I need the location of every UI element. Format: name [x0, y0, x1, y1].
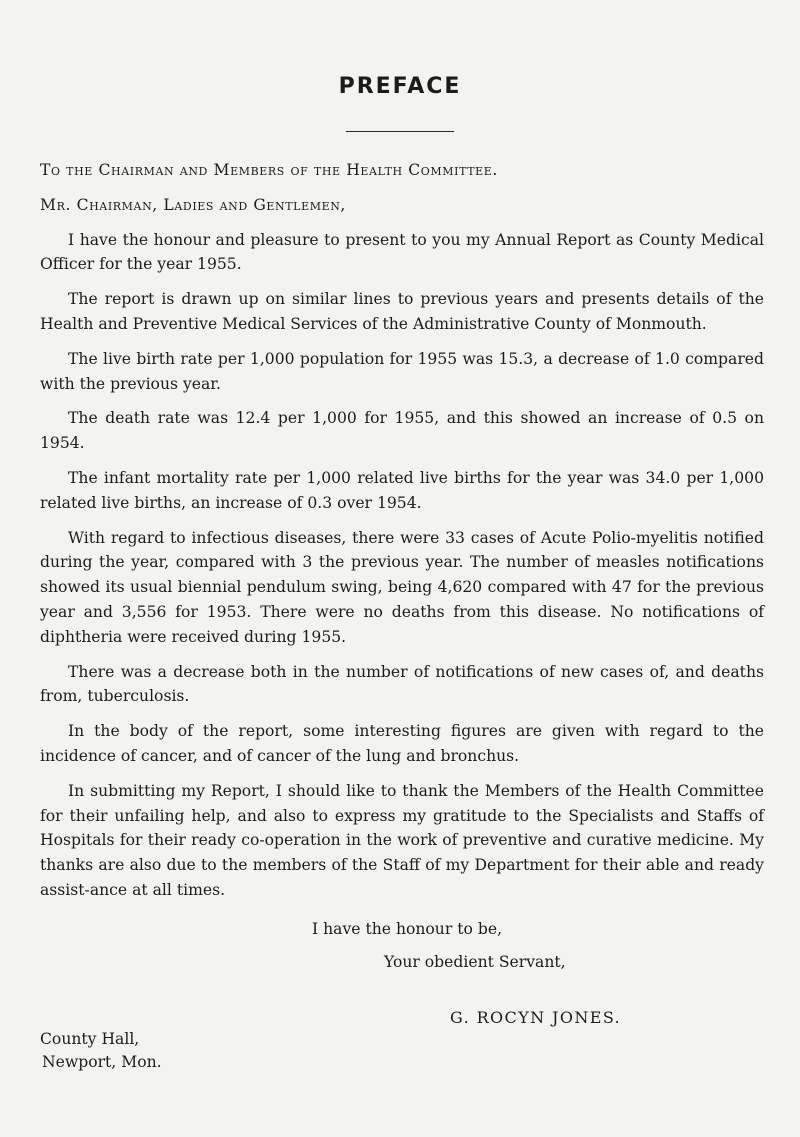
sender-address — [40, 1028, 162, 1074]
signature-name: G. ROCYN JONES. — [450, 1008, 622, 1027]
closing-block — [40, 917, 764, 975]
paragraph-death-rate: The death rate was 12.4 per 1,000 for 1955, and this showed an increase of 0.5 on 1954. — [40, 409, 764, 453]
closing-servant: Your obedient Servant, — [384, 952, 566, 971]
sender-address-line1: County Hall, — [40, 1030, 140, 1048]
page-title: PREFACE — [338, 74, 462, 99]
letter-body — [40, 158, 764, 982]
addressee-line: To the Chairman and Members of the Health Committee. — [40, 161, 498, 179]
closing-honour: I have the honour to be, — [312, 919, 503, 938]
title-rule — [346, 131, 454, 132]
paragraph-infant-mortality: The infant mortality rate per 1,000 related live births for the year was 34.0 per 1,000 related live births, an increase of 0.3 over 1954. — [40, 468, 764, 512]
paragraph-tuberculosis: There was a decrease both in the number of notifications of new cases of, and deaths from, tuberculosis. — [40, 662, 764, 706]
sender-address-line2: Newport, Mon. — [42, 1053, 162, 1071]
paragraph-birth-rate: The live birth rate per 1,000 population for 1955 was 15.3, a decrease of 1.0 compared with the previous year. — [40, 349, 764, 393]
paragraph-acknowledgements: In submitting my Report, I should like to thank the Members of the Health Committee for their unfailing help, and also to express my gratitude to the Specialists and Staffs of Hospitals for their ready co-operation in the work of preventive and curative medicine. My thanks are also due to the members of the Staff of my Department for their able and ready assist-ance at all times. — [40, 781, 764, 899]
paragraph-infectious-diseases: With regard to infectious diseases, there were 33 cases of Acute Polio-myelitis notified during the year, compared with 3 the previous year. The number of measles notifications showed its usual biennial pendulum swing, being 4,620 compared with 47 for the previous year and 3,556 for 1953. There were no deaths from this disease. No notifications of diphtheria were received during 1955. — [40, 528, 764, 646]
paragraph-report-scope: The report is drawn up on similar lines to previous years and presents details of the Health and Preventive Medical Services of the Administrative County of Monmouth. — [40, 290, 764, 333]
paragraph-report-intro: I have the honour and pleasure to present to you my Annual Report as County Medical Officer for the year 1955. — [40, 230, 764, 274]
salutation: Mr. Chairman, Ladies and Gentlemen, — [40, 195, 346, 214]
paragraph-cancer: In the body of the report, some interesting figures are given with regard to the incidence of cancer, and of cancer of the lung and bronchus. — [40, 722, 764, 765]
